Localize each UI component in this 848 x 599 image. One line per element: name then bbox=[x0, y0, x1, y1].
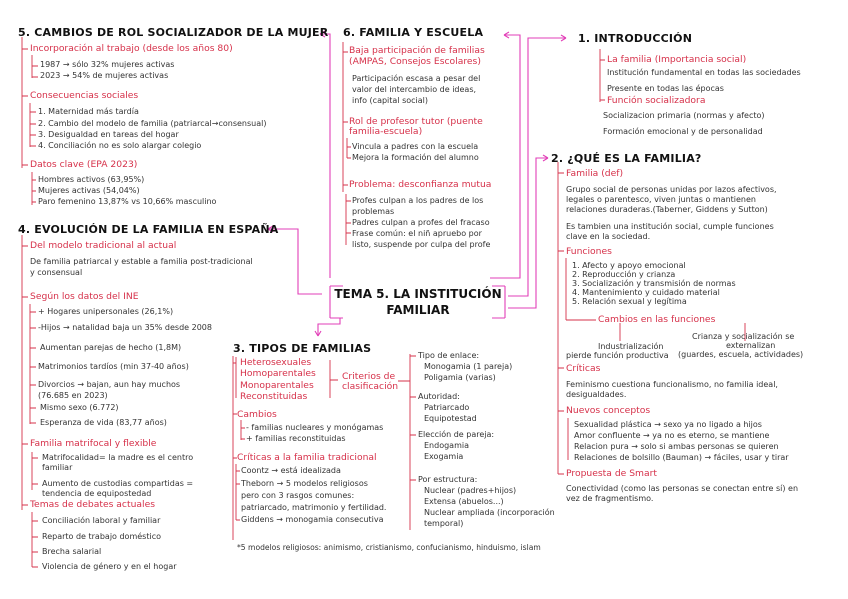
s4-matri-item: tendencia de equipostedad bbox=[42, 489, 152, 498]
s2-cambio-left: pierde función productiva bbox=[566, 351, 669, 360]
s6-rol: familia-escuela) bbox=[349, 126, 423, 137]
s3-autoridad: Equipotestad bbox=[424, 414, 477, 423]
s3-tipo: Heterosexuales bbox=[240, 357, 312, 368]
arrow-to-s6 bbox=[490, 35, 520, 278]
s3-tipo: Homoparentales bbox=[240, 368, 316, 379]
s2-smart: Propuesta de Smart bbox=[566, 468, 658, 479]
s3-cambios: Cambios bbox=[237, 409, 277, 420]
s2-func-item: 5. Relación sexual y legítima bbox=[572, 297, 687, 306]
s1-familia: La familia (Importancia social) bbox=[607, 54, 747, 65]
s2-cambios: Cambios en las funciones bbox=[598, 314, 716, 325]
s2-def-text2: Es tambien una institución social, cumple funciones bbox=[566, 222, 774, 231]
s1-title: 1. INTRODUCCIÓN bbox=[578, 32, 693, 45]
s3-estructura: Nuclear ampliada (incorporación bbox=[424, 508, 555, 517]
s2-func-item: 4. Mantenimiento y cuidado material bbox=[572, 288, 720, 297]
s4-ine-item: (76.685 en 2023) bbox=[38, 391, 108, 400]
s2-func-item: 2. Reproducción y crianza bbox=[572, 270, 676, 279]
s4-modelo-text: y consensual bbox=[30, 268, 83, 277]
s5-cons-item: 3. Desigualdad en tareas del hogar bbox=[38, 130, 179, 139]
s4-modelo: Del modelo tradicional al actual bbox=[30, 240, 177, 251]
s4-debate-item: Violencia de género y en el hogar bbox=[42, 562, 177, 571]
arrow-to-s1 bbox=[508, 38, 566, 296]
s4-ine-item: Mismo sexo (6.772) bbox=[40, 403, 119, 412]
s3-criterios: clasificación bbox=[342, 381, 399, 392]
s5-datos-item: Mujeres activas (54,04%) bbox=[38, 186, 140, 195]
s4-modelo-text: De familia patriarcal y estable a familia post-tradicional bbox=[30, 257, 253, 266]
s5-cons-item: 1. Maternidad más tardía bbox=[38, 107, 139, 116]
s6-rol: Rol de profesor tutor (puente bbox=[349, 116, 483, 127]
s4-title: 4. EVOLUCIÓN DE LA FAMILIA EN ESPAÑA bbox=[18, 223, 279, 236]
s4-matrifocal: Familia matrifocal y flexible bbox=[30, 438, 157, 449]
s3-crit-item: Theborn → 5 modelos religiosos bbox=[241, 479, 368, 488]
s5-datos: Datos clave (EPA 2023) bbox=[30, 159, 138, 170]
s2-func-item: 3. Socialización y transmisión de normas bbox=[572, 279, 736, 288]
s2-cambio-left: Industrialización bbox=[598, 342, 664, 351]
s2-def-text2: clave en la sociedad. bbox=[566, 232, 651, 241]
s3-autoridad: Autoridad: bbox=[418, 392, 460, 401]
s6-baja-text: Participación escasa a pesar del bbox=[352, 74, 481, 83]
s1-fam-item: Institución fundamental en todas las sociedades bbox=[607, 68, 801, 77]
s3-tipo: Monoparentales bbox=[240, 380, 314, 391]
s5-consecuencias: Consecuencias sociales bbox=[30, 90, 139, 101]
s3-enlace: Monogamia (1 pareja) bbox=[424, 362, 513, 371]
s5-inc-item: 2023 → 54% de mujeres activas bbox=[40, 71, 169, 80]
s6-prob-item: listo, suspende por culpa del profe bbox=[352, 240, 491, 249]
s3-crit-item: pero con 3 rasgos comunes: bbox=[241, 491, 355, 500]
s2-def-text: relaciones duraderas.(Taberner, Giddens y Sutton) bbox=[566, 205, 768, 214]
s2-cambio-right: (guardes, escuela, actividades) bbox=[678, 350, 804, 359]
s2-nuevo-item: Sexualidad plástica → sexo ya no ligado a hijos bbox=[574, 420, 762, 429]
s6-prob-item: Padres culpan a profes del fracaso bbox=[352, 218, 490, 227]
s3-tipo: Reconstituidas bbox=[240, 391, 308, 402]
s4-matri-item: Matrifocalidad= la madre es el centro bbox=[42, 453, 194, 462]
s3-crit-item: Giddens → monogamia consecutiva bbox=[241, 515, 384, 524]
s5-datos-item: Hombres activos (63,95%) bbox=[38, 175, 145, 184]
arrow-to-s5 bbox=[320, 34, 330, 278]
center-title bbox=[328, 286, 508, 318]
s1-funcion: Función socializadora bbox=[607, 95, 706, 106]
s6-baja: (AMPAS, Consejos Escolares) bbox=[349, 56, 481, 67]
s4-ine-item: Divorcios → bajan, aun hay muchos bbox=[38, 380, 181, 389]
s2-nuevo-item: Relaciones de bolsillo (Bauman) → fáciles, usar y tirar bbox=[574, 453, 789, 462]
arrow-to-s4 bbox=[268, 229, 322, 294]
s3-estructura: Por estructura: bbox=[418, 475, 478, 484]
s6-title: 6. FAMILIA Y ESCUELA bbox=[343, 26, 484, 39]
s3-crit-item: Coontz → está idealizada bbox=[241, 466, 341, 475]
s3-autoridad: Patriarcado bbox=[424, 403, 470, 412]
s3-criticas: Críticas a la familia tradicional bbox=[237, 452, 377, 463]
s3-eleccion: Endogamia bbox=[424, 441, 469, 450]
arrow-to-s3 bbox=[318, 318, 340, 336]
s2-crit-text: desigualdades. bbox=[566, 390, 627, 399]
s2-funciones: Funciones bbox=[566, 246, 612, 257]
s2-criticas: Críticas bbox=[566, 363, 601, 374]
s2-crit-text: Feminismo cuestiona funcionalismo, no familia ideal, bbox=[566, 380, 778, 389]
s3-cambio-item: - familias nucleares y monógamas bbox=[246, 423, 384, 432]
s6-baja-text: valor del intercambio de ideas, bbox=[352, 85, 477, 94]
s2-smart-text: vez de fragmentismo. bbox=[566, 494, 654, 503]
s3-eleccion: Elección de pareja: bbox=[418, 430, 495, 439]
s6-prob-item: Profes culpan a los padres de los bbox=[352, 196, 484, 205]
s1-fam-item: Presente en todas las épocas bbox=[607, 84, 724, 93]
s2-smart-text: Conectividad (como las personas se conectan entre sí) en bbox=[566, 484, 799, 493]
s1-func-item: Formación emocional y de personalidad bbox=[603, 127, 763, 136]
s3-enlace: Poligamia (varias) bbox=[424, 373, 496, 382]
s3-estructura: Nuclear (padres+hijos) bbox=[424, 486, 517, 495]
s6-baja: Baja participación de familias bbox=[349, 45, 485, 56]
s3-enlace: Tipo de enlace: bbox=[418, 351, 480, 360]
s4-debates: Temas de debates actuales bbox=[30, 499, 156, 510]
s4-matri-item: Aumento de custodias compartidas = bbox=[42, 479, 194, 488]
s2-def-text: Grupo social de personas unidas por lazos afectivos, bbox=[566, 185, 777, 194]
s5-title: 5. CAMBIOS DE ROL SOCIALIZADOR DE LA MUJER bbox=[18, 26, 329, 39]
center-title-line2: FAMILIAR bbox=[386, 303, 450, 317]
s2-cambio-right: Crianza y socialización se bbox=[692, 332, 795, 341]
s5-cons-item: 2. Cambio del modelo de familia (patriarcal→consensual) bbox=[38, 119, 267, 128]
s4-ine: Según los datos del INE bbox=[30, 291, 139, 302]
s6-prob-item: problemas bbox=[352, 207, 395, 216]
s4-ine-item: Esperanza de vida (83,77 años) bbox=[40, 418, 167, 427]
s2-nuevos: Nuevos conceptos bbox=[566, 405, 651, 416]
s3-title: 3. TIPOS DE FAMILIAS bbox=[233, 342, 372, 355]
s3-estructura: temporal) bbox=[424, 519, 464, 528]
s4-ine-item: -Hijos → natalidad baja un 35% desde 2008 bbox=[38, 323, 212, 332]
s6-rol-item: Mejora la formación del alumno bbox=[352, 153, 479, 162]
s4-debate-item: Conciliación laboral y familiar bbox=[42, 516, 161, 525]
s3-footnote: *5 modelos religiosos: animismo, cristianismo, confucianismo, hinduismo, islam bbox=[237, 543, 541, 552]
s2-def-text: legales o parentesco, viven juntas o mantienen bbox=[566, 195, 756, 204]
s2-nuevo-item: Relacion pura → solo si ambas personas se quieren bbox=[574, 442, 779, 451]
s3-cambio-item: + familias reconstituidas bbox=[246, 434, 346, 443]
s6-baja-text: info (capital social) bbox=[352, 96, 429, 105]
s6-rol-item: Vincula a padres con la escuela bbox=[352, 142, 479, 151]
s2-nuevo-item: Amor confluente → ya no es eterno, se mantiene bbox=[574, 431, 770, 440]
s4-ine-item: + Hogares unipersonales (26,1%) bbox=[38, 307, 174, 316]
s5-inc-item: 1987 → sólo 32% mujeres activas bbox=[40, 60, 175, 69]
s4-ine-item: Matrimonios tardíos (min 37-40 años) bbox=[38, 362, 189, 371]
s4-debate-item: Brecha salarial bbox=[42, 547, 102, 556]
s3-crit-item: patriarcado, matrimonio y fertilidad. bbox=[241, 503, 387, 512]
s3-criterios: Criterios de bbox=[342, 371, 396, 382]
s2-def: Familia (def) bbox=[566, 168, 624, 179]
s5-datos-item: Paro femenino 13,87% vs 10,66% masculino bbox=[38, 197, 217, 206]
s2-func-item: 1. Afecto y apoyo emocional bbox=[572, 261, 686, 270]
s4-matri-item: familiar bbox=[42, 463, 73, 472]
s5-cons-item: 4. Conciliación no es solo alargar colegio bbox=[38, 141, 202, 150]
s6-problema: Problema: desconfianza mutua bbox=[349, 179, 492, 190]
s6-prob-item: Frase común: el niñ apruebo por bbox=[352, 229, 482, 238]
s2-cambio-right: externalizan bbox=[726, 341, 776, 350]
s4-ine-item: Aumentan parejas de hecho (1,8M) bbox=[40, 343, 182, 352]
center-title-line1: TEMA 5. LA INSTITUCIÓN bbox=[334, 287, 502, 301]
s4-debate-item: Reparto de trabajo doméstico bbox=[42, 532, 161, 541]
s3-eleccion: Exogamia bbox=[424, 452, 464, 461]
s3-estructura: Extensa (abuelos...) bbox=[424, 497, 504, 506]
s2-title: 2. ¿QUÉ ES LA FAMILIA? bbox=[551, 152, 702, 165]
s5-incorporacion: Incorporación al trabajo (desde los años 80) bbox=[30, 43, 233, 54]
s1-func-item: Socializacion primaria (normas y afecto) bbox=[603, 111, 765, 120]
